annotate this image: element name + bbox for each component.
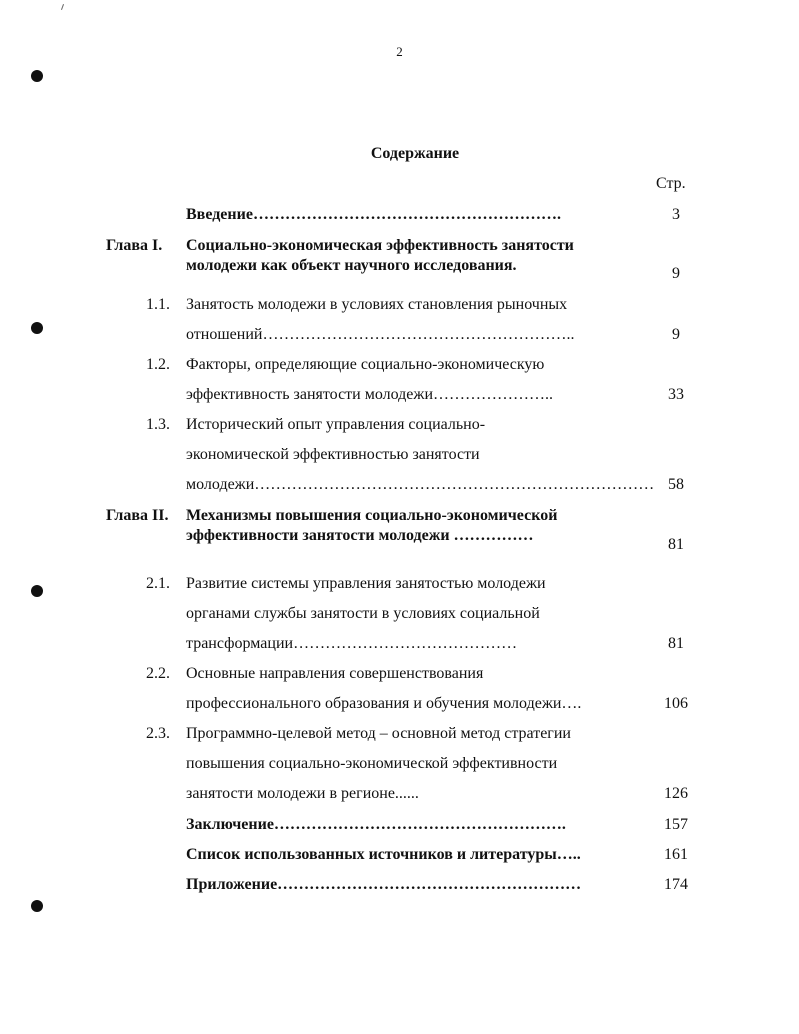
toc-chapter2-page: 81 (668, 536, 684, 553)
toc-s23-line3: занятости молодежи в регионе...... (186, 785, 419, 802)
toc-s12-page: 33 (668, 386, 684, 403)
toc-s23-line1: Программно-целевой метод – основной метод стратегии (186, 725, 571, 742)
page-title: Содержание (370, 145, 460, 162)
toc-chapter1-line1: Социально-экономическая эффективность занятости (186, 237, 574, 254)
toc-s22-line1: Основные направления совершенствования (186, 665, 484, 682)
toc-chapter1-page: 9 (672, 265, 680, 282)
toc-conclusion-text: Заключение………………………………………………. (186, 816, 566, 833)
toc-s22-line2: профессионального образования и обучения молодежи…. (186, 695, 582, 712)
punch-hole (31, 70, 43, 82)
punch-hole (31, 900, 43, 912)
toc-s11-num: 1.1. (146, 296, 170, 313)
toc-s21-num: 2.1. (146, 575, 170, 592)
toc-appendix-text: Приложение………………………………………………… (186, 876, 582, 893)
toc-sources-text: Список использованных источников и литературы….. (186, 846, 581, 863)
toc-chapter1-line2: молодежи как объект научного исследования. (186, 257, 517, 274)
toc-s21-line2: органами службы занятости в условиях социальной (186, 605, 540, 622)
toc-chapter2-label: Глава II. (106, 507, 169, 524)
toc-appendix-page: 174 (664, 876, 688, 893)
toc-s23-page: 126 (664, 785, 688, 802)
toc-s11-line1: Занятость молодежи в условиях становления рыночных (186, 296, 568, 313)
toc-s12-num: 1.2. (146, 356, 170, 373)
scan-mark (61, 4, 64, 10)
toc-s11-line2: отношений………………………………………………….. (186, 326, 575, 343)
toc-s22-num: 2.2. (146, 665, 170, 682)
punch-hole (31, 585, 43, 597)
toc-s21-page: 81 (668, 635, 684, 652)
toc-intro-text: Введение…………………………………………………. (186, 206, 561, 223)
toc-s11-page: 9 (672, 326, 680, 343)
toc-s23-num: 2.3. (146, 725, 170, 742)
toc-chapter2-line1: Механизмы повышения социально-экономической (186, 507, 558, 524)
toc-s12-line1: Факторы, определяющие социально-экономическую (186, 356, 545, 373)
toc-s21-line3: трансформации…………………………………… (186, 635, 518, 652)
toc-chapter1-label: Глава I. (106, 237, 163, 254)
toc-s13-num: 1.3. (146, 416, 170, 433)
toc-conclusion-page: 157 (664, 816, 688, 833)
toc-s13-line2: экономической эффективностью занятости (186, 446, 480, 463)
toc-s13-line1: Исторический опыт управления социально- (186, 416, 486, 433)
punch-hole (31, 322, 43, 334)
toc-s13-line3: молодежи………………………………………………………………… (186, 476, 655, 493)
toc-intro-page: 3 (672, 206, 680, 223)
toc-sources-page: 161 (664, 846, 688, 863)
toc-s13-page: 58 (668, 476, 684, 493)
toc-s21-line1: Развитие системы управления занятостью молодежи (186, 575, 546, 592)
page-number: 2 (396, 44, 403, 59)
toc-chapter2-line2: эффективности занятости молодежи …………… (186, 527, 534, 544)
toc-s23-line2: повышения социально-экономической эффективности (186, 755, 558, 772)
page-column-header: Стр. (656, 175, 686, 192)
toc-s22-page: 106 (664, 695, 688, 712)
toc-s12-line2: эффективность занятости молодежи………………….. (186, 386, 554, 403)
